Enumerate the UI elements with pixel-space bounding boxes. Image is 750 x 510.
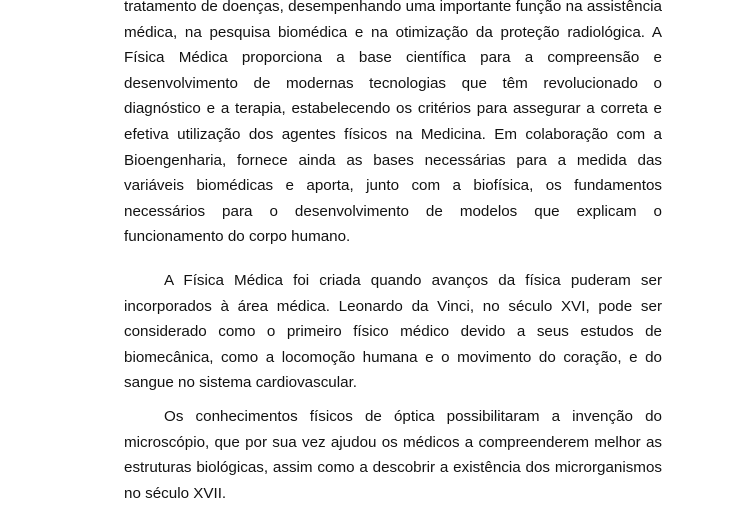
paragraph-optics-microscope: Os conhecimentos físicos de óptica possibilitaram a invenção do microscópio, que por sua vez ajudou os médicos a compreenderem melhor as estruturas biológicas, assim como a descobrir a existência dos microrganismos no século XVII.	[124, 407, 662, 502]
paragraph-medical-physics-origin: A Física Médica foi criada quando avanços da física puderam ser incorporados à área médica. Leonardo da Vinci, no século XVI, pode ser considerado como o primeiro físico médico devido a seus estudos de biomecânica, como a locomoção humana e o movimento do coração, e do sangue no sistema cardiovascular.	[124, 271, 662, 392]
paragraph-medical-physics-role: tratamento de doenças, desempenhando uma importante função na assistência médica, na pesquisa biomédica e na otimização da proteção radiológica. A Física Médica proporciona a base científica para a compreensão e desenvolvimento de modernas tecnologias que têm revolucionado o diagnóstico e a terapia, estabelecendo os critérios para assegurar a correta e efetiva utilização dos agentes físicos na Medicina. Em colaboração com a Bioengenharia, fornece ainda as bases necessárias para a medida das variáveis biomédicas e aporta, junto com a biofísica, os fundamentos necessários para o desenvolvimento de modelos que explicam o funcionamento do corpo humano.	[124, 0, 662, 246]
document-body	[124, 0, 662, 506]
